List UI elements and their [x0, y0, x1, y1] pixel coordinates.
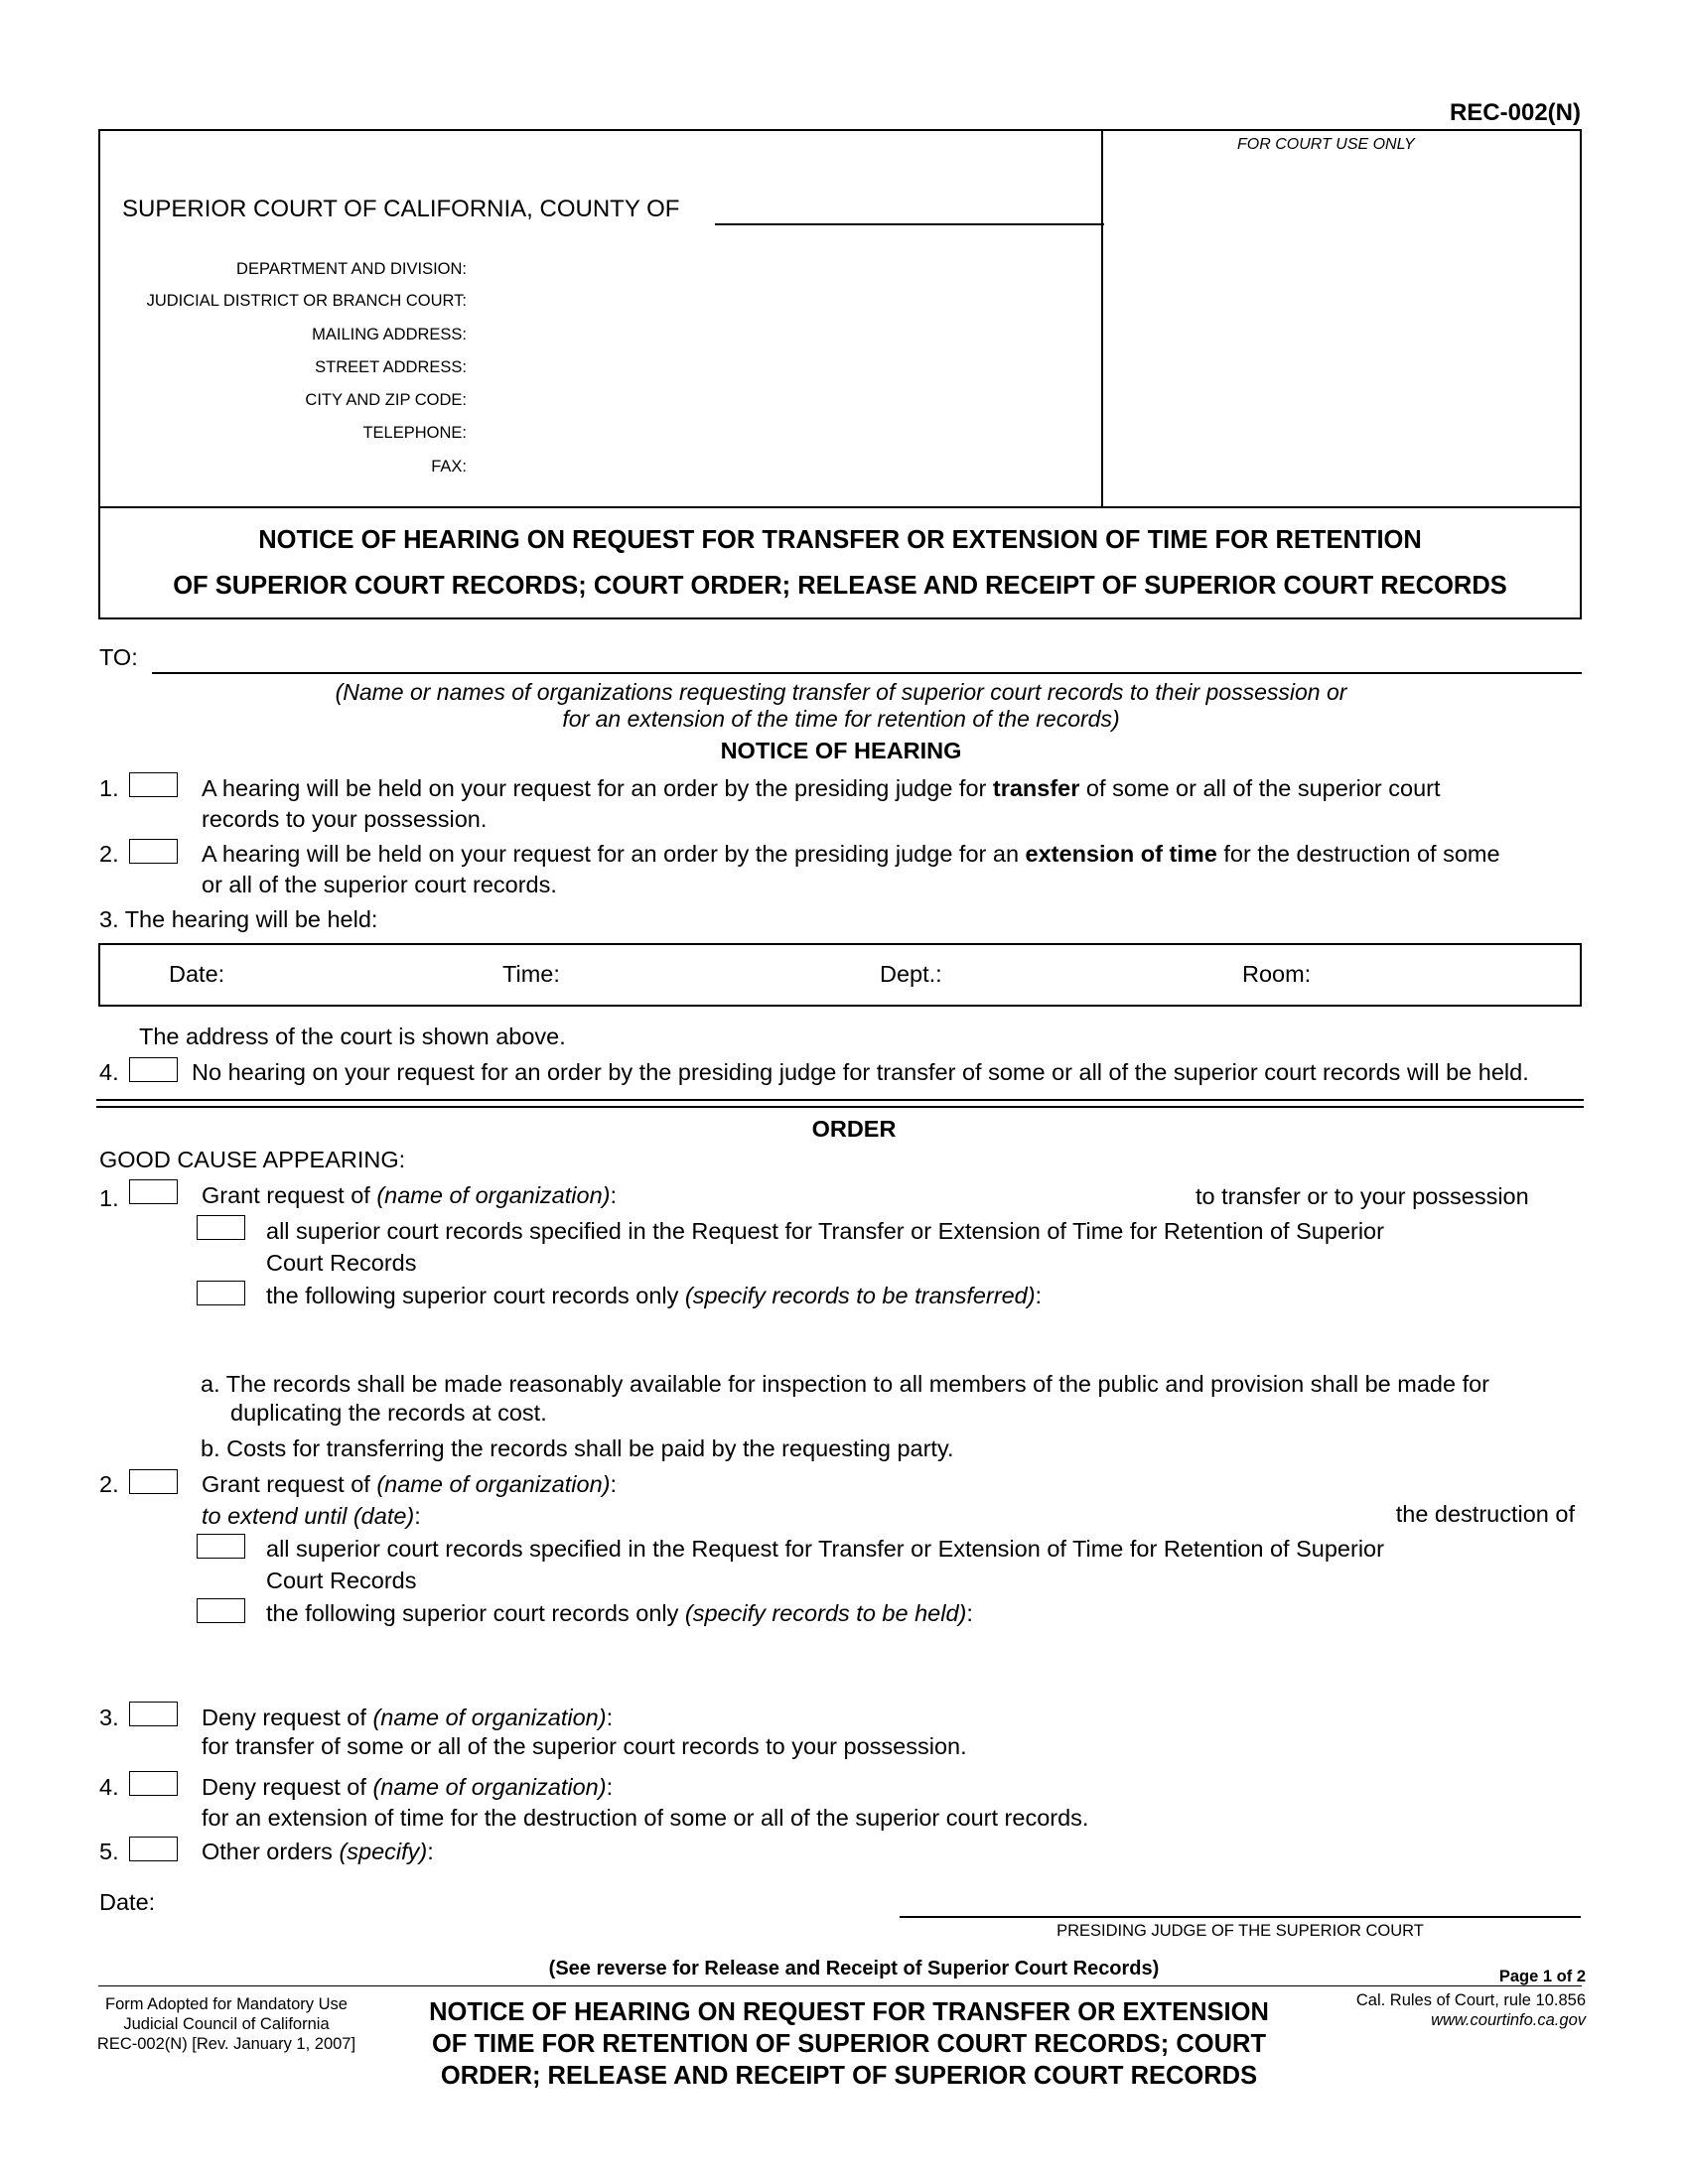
- court-name: SUPERIOR COURT OF CALIFORNIA, COUNTY OF: [122, 196, 680, 222]
- notice-item2-pre: A hearing will be held on your request for an order by the presiding judge for an: [202, 841, 1026, 867]
- notice-item1-checkbox[interactable]: [129, 772, 178, 797]
- label-department: DEPARTMENT AND DIVISION:: [236, 260, 467, 278]
- order-item4-pre: Deny request of: [202, 1774, 373, 1800]
- to-label: TO:: [99, 644, 138, 670]
- order-item5-num: 5.: [99, 1839, 119, 1864]
- order-item4-colon: :: [606, 1774, 614, 1800]
- order-item3-line2: for transfer of some or all of the superior court records to your possession.: [202, 1733, 967, 1759]
- adopted-line1: Form Adopted for Mandatory Use: [105, 1995, 348, 2013]
- hearing-fields-box: [98, 943, 1582, 1007]
- order-item3-checkbox[interactable]: [129, 1702, 178, 1726]
- order-item1-pre: Grant request of: [202, 1182, 377, 1208]
- to-caption-line2: for an extension of the time for retention of the records): [562, 706, 1120, 732]
- order-item4-italic: (name of organization): [372, 1774, 607, 1800]
- notice-item2-checkbox[interactable]: [129, 839, 178, 864]
- to-field-line[interactable]: [152, 672, 1582, 674]
- notice-item1-line2: records to your possession.: [202, 806, 488, 832]
- order-item2-checkbox[interactable]: [129, 1469, 178, 1494]
- county-field-line[interactable]: [715, 223, 1104, 225]
- rules-citation: Cal. Rules of Court, rule 10.856: [1355, 1991, 1586, 2009]
- form-title-line2: OF SUPERIOR COURT RECORDS; COURT ORDER; RELEASE AND RECEIPT OF SUPERIOR COURT RECORDS: [173, 572, 1507, 600]
- footer-rule: [98, 1985, 1582, 1986]
- order-item2-italic: (name of organization): [376, 1471, 611, 1497]
- order-item1-following-italic: (specify records to be transferred): [684, 1283, 1036, 1308]
- notice-item1-pre: A hearing will be held on your request for an order by the presiding judge for: [202, 775, 993, 801]
- order-item1-right: to transfer or to your possession: [1196, 1183, 1529, 1209]
- order-item2-following-checkbox[interactable]: [197, 1598, 245, 1623]
- order-item1-following-pre: the following superior court records only: [266, 1283, 685, 1308]
- adopted-block: [87, 1995, 365, 2054]
- order-item2-extend-colon: :: [414, 1503, 421, 1529]
- order-item5-checkbox[interactable]: [129, 1837, 178, 1861]
- notice-item4-num: 4.: [99, 1059, 119, 1085]
- order-date-label[interactable]: Date:: [99, 1889, 156, 1915]
- order-item1-all-line1: all superior court records specified in the Request for Transfer or Extension of Time for Retention of Superior: [266, 1218, 1384, 1244]
- footer-title: [377, 1997, 1321, 2093]
- website-link[interactable]: www.courtinfo.ca.gov: [1431, 2010, 1586, 2029]
- order-item1-all-line2: Court Records: [266, 1250, 417, 1276]
- order-item1-following: [266, 1282, 1042, 1309]
- order-item1-checkbox[interactable]: [129, 1179, 178, 1204]
- notice-heading: NOTICE OF HEARING: [720, 738, 962, 763]
- notice-item2-post: for the destruction of some: [1216, 841, 1500, 867]
- order-item1-all-checkbox[interactable]: [197, 1215, 245, 1240]
- page-number: Page 1 of 2: [1498, 1968, 1586, 1985]
- order-item2-all-line1: all superior court records specified in the Request for Transfer or Extension of Time for Retention of Superior: [266, 1536, 1384, 1562]
- footer-title-line1: NOTICE OF HEARING ON REQUEST FOR TRANSFER OR EXTENSION: [429, 1998, 1269, 2026]
- form-title-line1: NOTICE OF HEARING ON REQUEST FOR TRANSFER OR EXTENSION OF TIME FOR RETENTION: [258, 526, 1422, 554]
- notice-item2-bold: extension of time: [1025, 841, 1217, 867]
- order-item2-extend-italic: to extend until (date): [202, 1503, 415, 1529]
- hearing-room-label[interactable]: Room:: [1242, 961, 1312, 987]
- notice-item4-text: No hearing on your request for an order by the presiding judge for transfer of some or all of the superior court records will be held.: [192, 1059, 1529, 1085]
- label-city-zip: CITY AND ZIP CODE:: [305, 391, 467, 409]
- order-note-b: b. Costs for transferring the records shall be paid by the requesting party.: [201, 1435, 954, 1461]
- hearing-date-label[interactable]: Date:: [169, 961, 225, 987]
- good-cause: GOOD CAUSE APPEARING:: [99, 1147, 406, 1172]
- signature-caption: PRESIDING JUDGE OF THE SUPERIOR COURT: [1056, 1922, 1424, 1940]
- order-item4-checkbox[interactable]: [129, 1771, 178, 1796]
- court-use-label: FOR COURT USE ONLY: [1237, 136, 1415, 153]
- notice-item1-text: [202, 774, 1441, 802]
- order-item1-text: [202, 1181, 617, 1209]
- notice-item1-post: of some or all of the superior court: [1079, 775, 1441, 801]
- order-item2-text: [202, 1470, 617, 1498]
- order-item4-line2: for an extension of time for the destruction of some or all of the superior court records.: [202, 1805, 1089, 1831]
- rules-block: [1356, 1991, 1586, 2031]
- notice-item1-bold: transfer: [992, 775, 1080, 801]
- adopted-line2: Judicial Council of California: [123, 2014, 330, 2033]
- section-divider-top: [96, 1099, 1584, 1101]
- label-judicial-district: JUDICIAL DISTRICT OR BRANCH COURT:: [146, 292, 467, 310]
- order-item3-colon: :: [606, 1705, 614, 1730]
- see-reverse-note: (See reverse for Release and Receipt of Superior Court Records): [548, 1958, 1160, 1979]
- footer-title-line2: OF TIME FOR RETENTION OF SUPERIOR COURT RECORDS; COURT: [431, 2029, 1267, 2058]
- order-item3-num: 3.: [99, 1705, 119, 1730]
- order-item5-text: [202, 1838, 434, 1865]
- order-item2-num: 2.: [99, 1471, 119, 1497]
- order-item2-following-pre: the following superior court records only: [266, 1600, 685, 1626]
- notice-item2-num: 2.: [99, 841, 119, 867]
- order-item3-italic: (name of organization): [372, 1705, 607, 1730]
- adopted-line3: REC-002(N) [Rev. January 1, 2007]: [96, 2034, 356, 2053]
- caption-horizontal-divider: [99, 506, 1581, 508]
- order-item4-num: 4.: [99, 1774, 119, 1800]
- notice-item2-text: [202, 840, 1500, 868]
- order-item2-right: the destruction of: [1395, 1501, 1575, 1527]
- notice-item2-line2: or all of the superior court records.: [202, 872, 557, 897]
- order-item2-following-colon: :: [966, 1600, 973, 1626]
- order-item1-colon: :: [610, 1182, 618, 1208]
- order-item5-italic: (specify): [339, 1839, 428, 1864]
- order-item1-following-checkbox[interactable]: [197, 1281, 245, 1305]
- label-fax: FAX:: [431, 458, 467, 476]
- hearing-time-label[interactable]: Time:: [502, 961, 560, 987]
- order-item3-pre: Deny request of: [202, 1705, 373, 1730]
- form-number: REC-002(N): [1449, 99, 1581, 126]
- order-item5-colon: :: [427, 1839, 434, 1864]
- order-item2-following: [266, 1599, 973, 1627]
- order-item2-following-italic: (specify records to be held): [684, 1600, 967, 1626]
- order-item1-following-colon: :: [1035, 1283, 1043, 1308]
- order-heading: ORDER: [811, 1116, 897, 1142]
- order-item1-italic: (name of organization): [376, 1182, 611, 1208]
- address-note: The address of the court is shown above.: [139, 1024, 566, 1049]
- order-item5-pre: Other orders: [202, 1839, 340, 1864]
- order-item2-all-checkbox[interactable]: [197, 1534, 245, 1559]
- label-mailing-address: MAILING ADDRESS:: [312, 326, 467, 343]
- order-item2-extend: [202, 1502, 421, 1530]
- order-item4-text: [202, 1773, 613, 1801]
- order-item1-num: 1.: [99, 1185, 119, 1211]
- label-street-address: STREET ADDRESS:: [315, 358, 467, 376]
- footer-title-line3: ORDER; RELEASE AND RECEIPT OF SUPERIOR COURT RECORDS: [440, 2061, 1258, 2090]
- order-note-a-line2: duplicating the records at cost.: [230, 1400, 547, 1426]
- order-item2-pre: Grant request of: [202, 1471, 377, 1497]
- notice-item1-num: 1.: [99, 775, 119, 801]
- caption-vertical-divider: [1101, 130, 1103, 507]
- order-item2-all-line2: Court Records: [266, 1568, 417, 1593]
- order-item3-text: [202, 1704, 613, 1731]
- notice-item4-checkbox[interactable]: [129, 1057, 178, 1082]
- section-divider-bottom: [96, 1106, 1584, 1108]
- order-note-a-line1: a. The records shall be made reasonably available for inspection to all members of the public and provision shall be made for: [201, 1371, 1490, 1397]
- label-telephone: TELEPHONE:: [362, 424, 467, 442]
- hearing-dept-label[interactable]: Dept.:: [880, 961, 942, 987]
- order-item2-colon: :: [610, 1471, 618, 1497]
- judge-signature-line[interactable]: [900, 1916, 1581, 1918]
- notice-item3: 3. The hearing will be held:: [99, 906, 378, 932]
- to-caption-line1: (Name or names of organizations requesting transfer of superior court records to their possession or: [335, 679, 1347, 705]
